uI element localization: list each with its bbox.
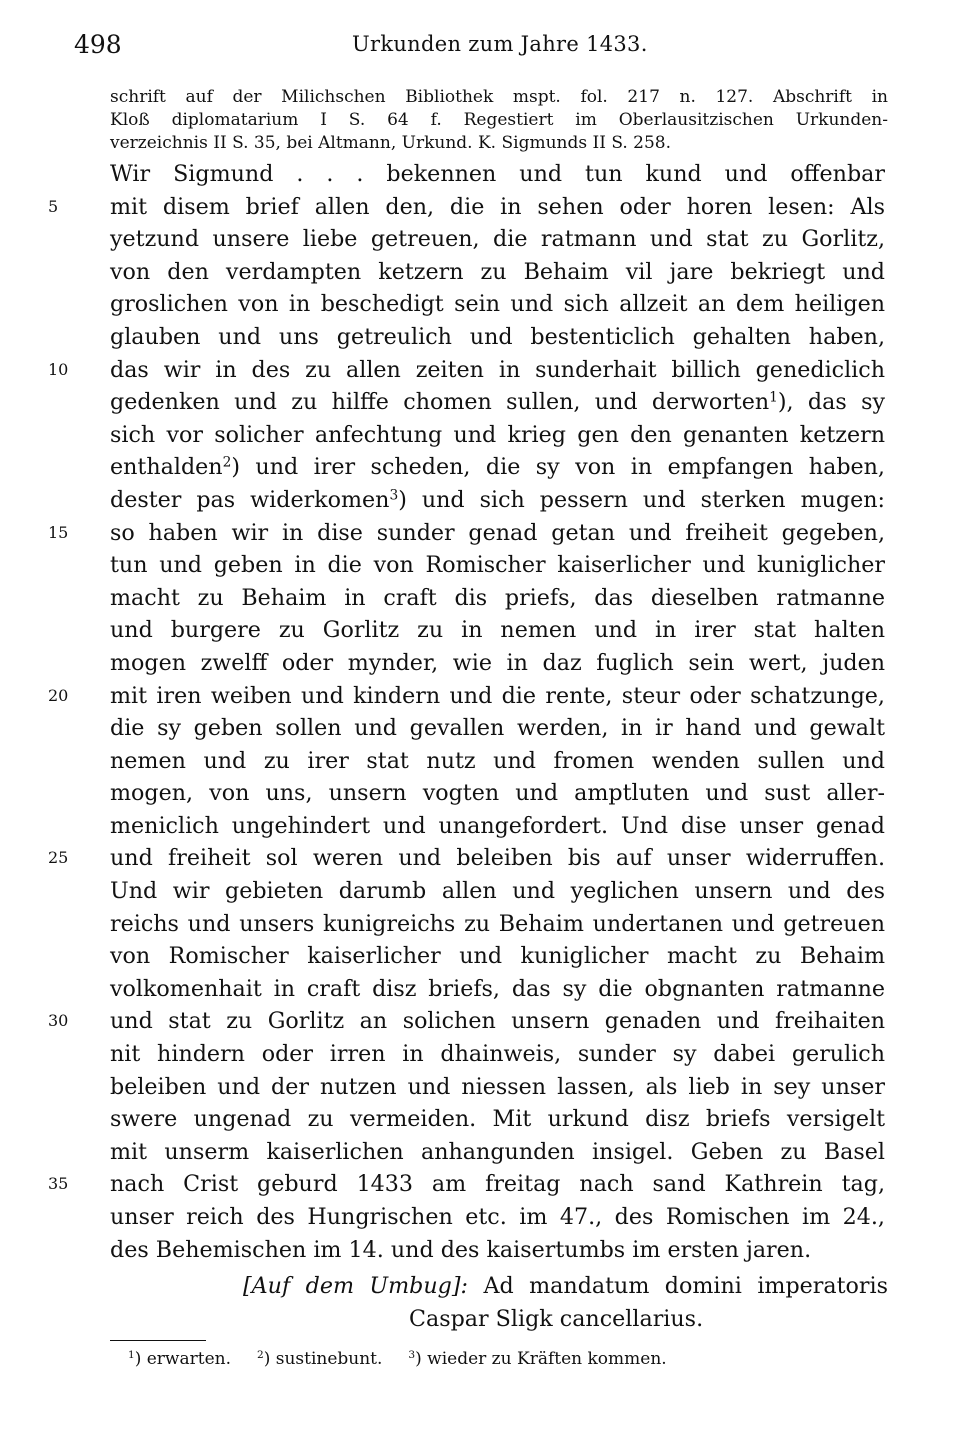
text-line xyxy=(48,1168,885,1201)
text-line xyxy=(110,451,885,484)
footnote-divider xyxy=(110,1340,206,1341)
charter-text xyxy=(48,158,885,1266)
line-text: gedenken und zu hilffe chomen sullen, und derworten xyxy=(110,389,770,416)
footnote-mark: 2 xyxy=(256,1349,264,1362)
text-line xyxy=(110,1071,885,1104)
text-line xyxy=(48,1005,885,1038)
footnote-text: ) sustinebunt. xyxy=(263,1349,383,1369)
text-line xyxy=(48,680,885,713)
line-text: swere ungenad zu vermeiden. Mit urkund disz briefs versigelt xyxy=(110,1106,885,1133)
text-line xyxy=(110,582,885,615)
line-text: macht zu Behaim in craft dis priefs, das dieselben ratmanne xyxy=(110,584,885,611)
line-text: von Romischer kaiserlicher und kuniglicher macht zu Behaim xyxy=(110,943,885,970)
line-text: so haben wir in dise sunder genad getan und freiheit gegeben, xyxy=(110,519,885,546)
endorsement-signature: Caspar Sligk cancellarius. xyxy=(409,1306,704,1332)
line-text: mogen, von uns, unsern vogten und amptluten und sust aller- xyxy=(110,780,885,807)
text-line xyxy=(110,810,885,843)
line-text: glauben und uns getreulich und bestenticlich gehalten haben, xyxy=(110,323,885,350)
line-text: Wir Sigmund . . . bekennen und tun kund und offenbar xyxy=(110,161,885,187)
text-line xyxy=(110,777,885,810)
footnote-mark: 3 xyxy=(408,1349,416,1362)
text-line xyxy=(110,940,885,973)
line-text: mit disem brief allen den, die in sehen oder horen lesen: Als xyxy=(110,193,885,220)
line-text: dester pas widerkomen xyxy=(110,486,390,513)
text-line xyxy=(110,614,885,647)
line-text: und stat zu Gorlitz an solichen unsern genaden und freihaiten xyxy=(110,1008,885,1035)
footnote xyxy=(408,1347,666,1371)
text-line xyxy=(110,386,885,419)
page-number: 498 xyxy=(74,30,122,59)
line-text: und burgere zu Gorlitz zu in nemen und in irer stat halten xyxy=(110,617,885,644)
line-text: volkomenhait in craft disz briefs, das sy die obgnanten ratmanne xyxy=(110,975,885,1002)
line-text: groslichen von in beschedigt sein und sich allzeit an dem heiligen xyxy=(110,291,885,318)
text-line xyxy=(110,223,885,256)
line-text-after-ref: ) und sich pessern und sterken mugen: xyxy=(398,486,885,513)
text-line xyxy=(110,549,885,582)
line-number: 25 xyxy=(48,848,69,868)
footnote-mark: 1 xyxy=(128,1349,135,1362)
line-text: mogen zwelff oder mynder, wie in daz fuglich sein wert, juden xyxy=(110,649,885,676)
line-text: die sy geben sollen und gevallen werden, in ir hand und gewalt xyxy=(110,715,885,742)
text-line xyxy=(48,842,885,875)
line-text: nit hindern oder irren in dhainweis, sunder sy dabei gerulich xyxy=(110,1041,885,1068)
line-text: das wir in des zu allen zeiten in sunderhait billich genediclich xyxy=(110,356,885,383)
line-text: tun und geben in die von Romischer kaiserlicher und kuniglicher xyxy=(110,552,885,579)
endorsement-line xyxy=(243,1270,888,1303)
text-line xyxy=(110,908,885,941)
footnote xyxy=(257,1347,382,1371)
text-line xyxy=(48,517,885,550)
text-line xyxy=(110,973,885,1006)
page-header xyxy=(74,30,884,70)
text-line xyxy=(110,1201,885,1234)
footnote-text: ) wieder zu Kräften kommen. xyxy=(415,1349,667,1369)
footnotes xyxy=(110,1347,750,1371)
text-line xyxy=(48,191,885,224)
line-text: reichs und unsers kunigreichs zu Behaim undertanen und getreuen xyxy=(110,910,885,937)
text-line xyxy=(110,321,885,354)
line-number: 35 xyxy=(48,1174,69,1194)
footnote-ref: 3 xyxy=(389,487,399,504)
line-number: 10 xyxy=(48,359,69,379)
line-text: und freiheit sol weren und beleiben bis auf unser widerruffen. xyxy=(110,845,885,872)
line-number: 30 xyxy=(48,1011,69,1031)
text-line xyxy=(110,745,885,778)
text-line xyxy=(110,419,885,452)
footnote xyxy=(128,1347,231,1371)
line-text: mit unserm kaiserlichen anhangunden insigel. Geben zu Basel xyxy=(110,1138,885,1165)
text-line xyxy=(110,1136,885,1169)
line-text: beleiben und der nutzen und niessen lassen, als lieb in sey unser xyxy=(110,1073,885,1100)
source-note-line: verzeichnis II S. 35, bei Altmann, Urkund. K. Sigmunds II S. 258. xyxy=(110,133,672,153)
line-text: von den verdampten ketzern zu Behaim vil jare bekriegt und xyxy=(110,258,885,285)
text-line xyxy=(110,1234,885,1267)
line-text: mit iren weiben und kindern und die rente, steur oder schatzunge, xyxy=(110,682,885,709)
source-note-line: schrift auf der Milichschen Bibliothek mspt. fol. 217 n. 127. Abschrift in xyxy=(110,87,888,107)
line-text-after-ref: ), das sy xyxy=(777,389,885,416)
footnote-text: ) erwarten. xyxy=(134,1349,231,1369)
text-line xyxy=(110,1038,885,1071)
endorsement-label: [Auf dem Umbug]: xyxy=(243,1273,469,1299)
line-number: 20 xyxy=(48,685,69,705)
line-text: des Behemischen im 14. und des kaisertumbs im ersten jaren. xyxy=(110,1236,812,1263)
line-text: sich vor solicher anfechtung und krieg gen den genanten ketzern xyxy=(110,421,885,448)
endorsement xyxy=(243,1270,888,1336)
footnote-ref: 2 xyxy=(222,454,232,471)
text-line xyxy=(48,354,885,387)
line-text: meniclich ungehindert und unangefordert. Und dise unser genad xyxy=(110,812,885,839)
line-text: nach Crist geburd 1433 am freitag nach sand Kathrein tag, xyxy=(110,1171,885,1198)
line-text: unser reich des Hungrischen etc. im 47., des Romischen im 24., xyxy=(110,1204,885,1230)
running-head: Urkunden zum Jahre 1433. xyxy=(352,32,648,56)
endorsement-text: Ad mandatum domini imperatoris xyxy=(483,1273,888,1299)
line-number: 5 xyxy=(48,196,59,216)
line-text: yetzund unsere liebe getreuen, die ratmann und stat zu Gorlitz, xyxy=(110,226,885,253)
source-note xyxy=(110,86,888,155)
line-text-after-ref: ) und irer scheden, die sy von in empfangen haben, xyxy=(231,454,885,481)
text-line xyxy=(110,288,885,321)
text-line xyxy=(110,647,885,680)
line-number: 15 xyxy=(48,522,69,542)
footnote-ref: 1 xyxy=(769,389,778,406)
text-line xyxy=(110,712,885,745)
text-line xyxy=(110,158,885,191)
text-line xyxy=(110,256,885,289)
line-text: enthalden xyxy=(110,454,223,481)
line-text: Und wir gebieten darumb allen und yeglichen unsern und des xyxy=(110,878,885,905)
text-line xyxy=(110,484,885,517)
text-line xyxy=(110,1103,885,1136)
source-note-line: Kloß diplomatarium I S. 64 f. Regestiert im Oberlausitzischen Urkunden- xyxy=(110,110,888,130)
line-text: nemen und zu irer stat nutz und fromen wenden sullen und xyxy=(110,747,885,774)
text-line xyxy=(110,875,885,908)
